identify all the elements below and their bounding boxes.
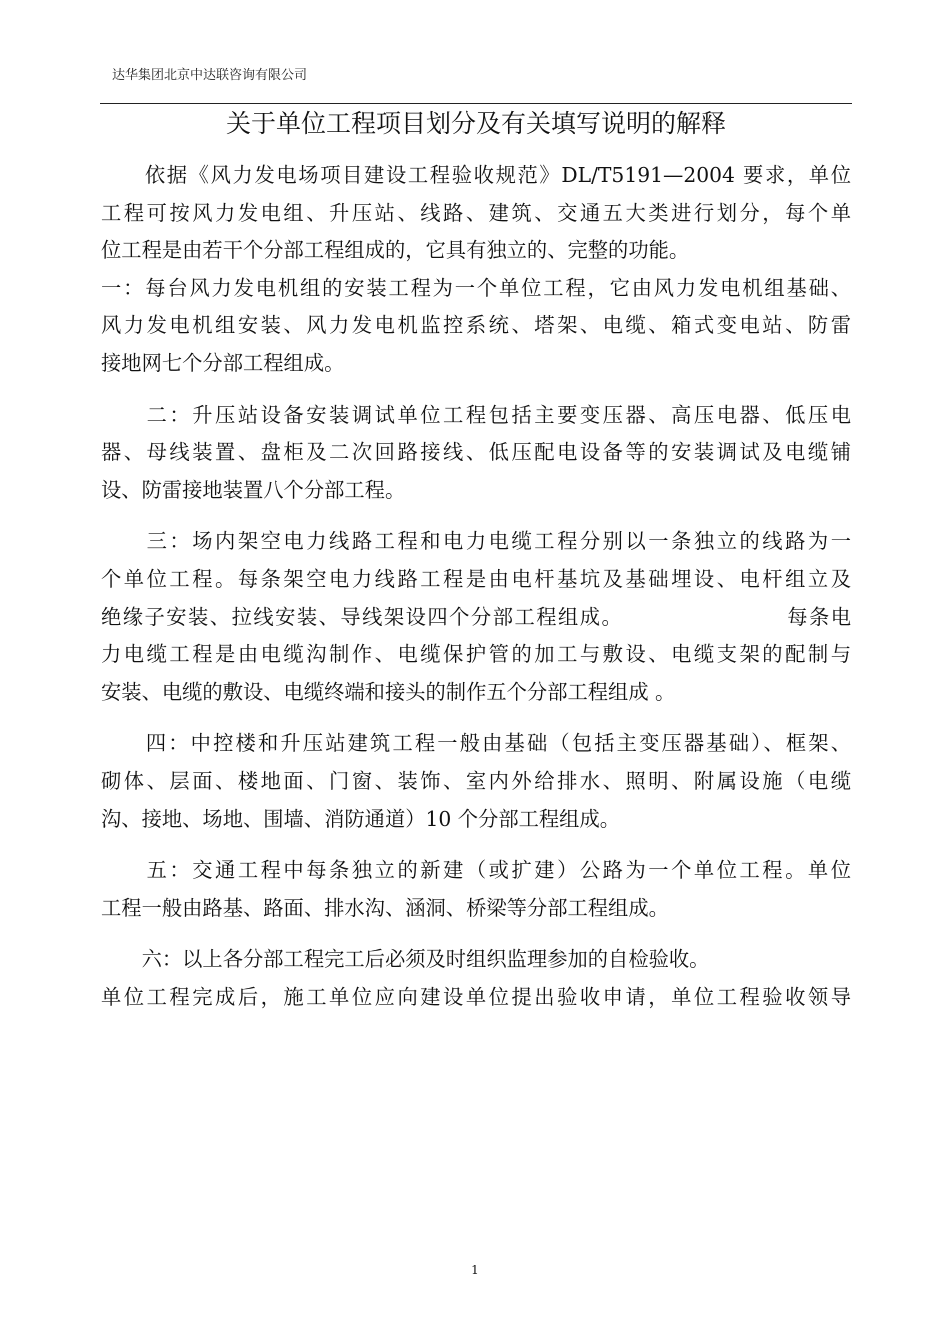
body-line: 三：场内架空电力线路工程和电力电缆工程分别以一条独立的线路为一 bbox=[101, 529, 851, 554]
body-line: 力电缆工程是由电缆沟制作、电缆保护管的加工与敷设、电缆支架的配制与 bbox=[101, 642, 851, 667]
body-line: 二：升压站设备安装调试单位工程包括主要变压器、高压电器、低压电 bbox=[101, 402, 851, 427]
paragraph-item-4 bbox=[101, 725, 851, 838]
body-line: 工程可按风力发电组、升压站、线路、建筑、交通五大类进行划分，每个单 bbox=[101, 200, 851, 225]
document-title: 关于单位工程项目划分及有关填写说明的解释 bbox=[225, 109, 726, 138]
paragraph-intro bbox=[101, 157, 851, 270]
body-line: 器、母线装置、盘柜及二次回路接线、低压配电设备等的安装调试及电缆铺 bbox=[101, 440, 851, 465]
paragraph-item-3 bbox=[101, 523, 851, 711]
body-line: 六：以上各分部工程完工后必须及时组织监理参加的自检验收。 bbox=[101, 947, 710, 972]
page-number: 1 bbox=[471, 1263, 479, 1277]
body-line: 沟、接地、场地、围墙、消防通道）10 个分部工程组成。 bbox=[101, 806, 621, 831]
body-line: 绝缘子安装、拉线安装、导线架设四个分部工程组成。 每条电 bbox=[101, 604, 851, 629]
paragraph-spacer bbox=[101, 509, 851, 523]
paragraph-item-1 bbox=[101, 270, 851, 383]
paragraph-spacer bbox=[101, 838, 851, 852]
body-line: 接地网七个分部工程组成。 bbox=[101, 350, 345, 375]
body-line: 工程一般由路基、路面、排水沟、涵洞、桥梁等分部工程组成。 bbox=[101, 895, 669, 920]
paragraph-spacer bbox=[101, 383, 851, 397]
paragraph-item-2 bbox=[101, 397, 851, 510]
paragraph-spacer bbox=[101, 927, 851, 941]
header-divider bbox=[100, 103, 852, 104]
body-line: 位工程是由若干个分部工程组成的，它具有独立的、完整的功能。 bbox=[101, 238, 690, 263]
paragraph-spacer bbox=[101, 711, 851, 725]
body-line: 风力发电机组安装、风力发电机监控系统、塔架、电缆、箱式变电站、防雷 bbox=[101, 313, 851, 338]
body-line: 四：中控楼和升压站建筑工程一般由基础（包括主变压器基础）、框架、 bbox=[101, 731, 851, 756]
body-line: 一：每台风力发电机组的安装工程为一个单位工程，它由风力发电机组基础、 bbox=[101, 275, 851, 300]
document-body bbox=[101, 157, 851, 1016]
header-company: 达华集团北京中达联咨询有限公司 bbox=[112, 68, 308, 83]
paragraph-item-6 bbox=[101, 941, 851, 1016]
body-line: 安装、电缆的敷设、电缆终端和接头的制作五个分部工程组成 。 bbox=[101, 679, 676, 704]
paragraph-item-5 bbox=[101, 852, 851, 927]
body-line: 个单位工程。每条架空电力线路工程是由电杆基坑及基础埋设、电杆组立及 bbox=[101, 566, 851, 591]
body-line: 砌体、层面、楼地面、门窗、装饰、室内外给排水、照明、附属设施（电缆 bbox=[101, 768, 851, 793]
body-line: 五：交通工程中每条独立的新建（或扩建）公路为一个单位工程。单位 bbox=[101, 858, 851, 883]
body-line: 设、防雷接地装置八个分部工程。 bbox=[101, 477, 406, 502]
body-line: 单位工程完成后，施工单位应向建设单位提出验收申请，单位工程验收领导 bbox=[101, 984, 851, 1009]
body-line: 依据《风力发电场项目建设工程验收规范》DL/T5191—2004 要求，单位 bbox=[101, 163, 851, 187]
